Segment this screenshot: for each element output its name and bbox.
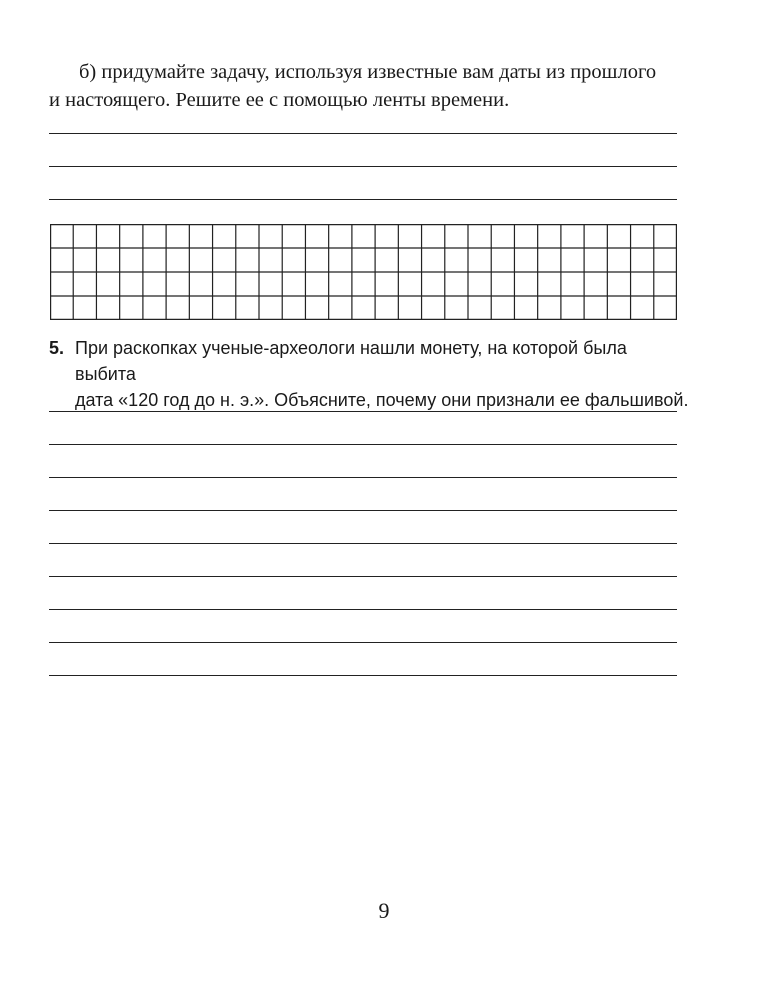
answer-line[interactable] xyxy=(49,444,677,445)
task-5-line-1: При раскопках ученые-археологи нашли монету, на которой была выбита xyxy=(75,338,627,384)
task-b-line-2: и настоящего. Решите ее с помощью ленты времени. xyxy=(49,89,510,111)
answer-line[interactable] xyxy=(49,199,677,200)
page-number: 9 xyxy=(378,898,390,923)
task-b-line-1: б) придумайте задачу, используя известные вам даты из прошлого xyxy=(79,61,657,83)
task-5-line-2: дата «120 год до н. э.». Объясните, почему они признали ее фальшивой. xyxy=(75,390,689,410)
timeline-grid[interactable] xyxy=(50,224,677,320)
answer-line[interactable] xyxy=(49,543,677,544)
answer-line[interactable] xyxy=(49,411,677,412)
answer-line[interactable] xyxy=(49,166,677,167)
task-5 xyxy=(49,335,689,413)
answer-line[interactable] xyxy=(49,675,677,676)
answer-line[interactable] xyxy=(49,477,677,478)
answer-line[interactable] xyxy=(49,642,677,643)
answer-line[interactable] xyxy=(49,133,677,134)
task-5-number: 5. xyxy=(49,338,65,358)
answer-line[interactable] xyxy=(49,609,677,610)
answer-line[interactable] xyxy=(49,510,677,511)
answer-line[interactable] xyxy=(49,576,677,577)
task-b-text xyxy=(49,58,679,114)
